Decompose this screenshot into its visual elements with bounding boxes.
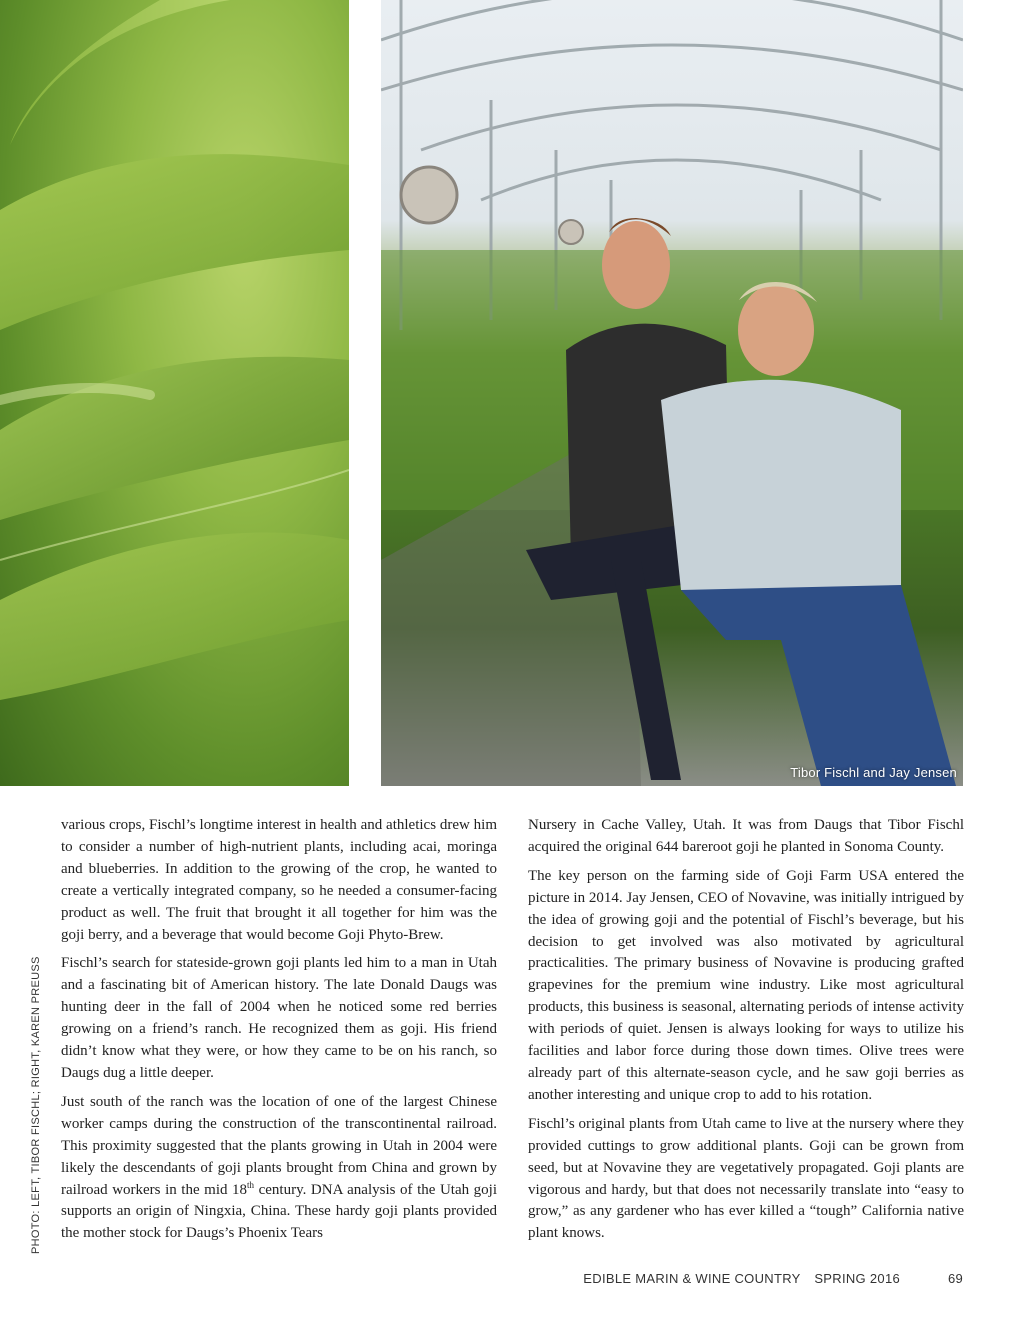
paragraph: Nursery in Cache Valley, Utah. It was from Daugs that Tibor Fischl acquired the original 644 bareroot goji he planted in Sonoma County. — [528, 817, 964, 855]
photo-caption: Tibor Fischl and Jay Jensen — [790, 765, 957, 780]
greenhouse-photo — [381, 0, 963, 786]
issue-label: SPRING 2016 — [814, 1271, 901, 1286]
leaves-illustration — [0, 0, 349, 786]
paragraph: various crops, Fischl’s longtime interest in health and athletics drew him to consider a number of high-nutrient plants, including acai, moringa and blueberries. In addition to the growing of the crop, he wanted to create a vertically integrated company, so he needed a consumer-facing product as well. The fruit that brought it all together for him was the goji berry, and a beverage that would become Goji Phyto-Brew. — [61, 817, 497, 943]
greenhouse-illustration — [381, 0, 963, 786]
paragraph: Fischl’s original plants from Utah came to live at the nursery where they provided cuttings to grow additional plants. Goji can be grown from seed, but at Novavine they are vegetatively propagated. Goji plants are vigorous and hardy, but that does not necessarily translate into “easy to grow,” as any gardener who has ever killed a “tough” California native plant knows. — [528, 1115, 964, 1242]
publication-name: EDIBLE MARIN & WINE COUNTRY — [583, 1271, 801, 1286]
leaves-photo — [0, 0, 349, 786]
paragraph: Just south of the ranch was the location of one of the largest Chinese worker camps during the construction of the transcontinental railroad. This proximity suggested that the plants growing in Utah in 2004 were likely the descendants of goji plants brought from China and grown by railroad workers in the mid 18th century. DNA analysis of the Utah goji supports an origin of Ningxia, China. These hardy goji plants provided the mother stock for Daugs’s Phoenix Tears — [61, 1093, 497, 1242]
page-footer — [583, 1271, 963, 1286]
article-column-left — [61, 815, 497, 1252]
photo-credit: PHOTO: LEFT, TIBOR FISCHL; RIGHT, KAREN PREUSS — [30, 956, 42, 1254]
paragraph: Fischl’s search for stateside-grown goji plants led him to a man in Utah and a fascinating bit of American history. The late Donald Daugs was hunting deer in the fall of 2004 when he noticed some red berries growing on a friend’s ranch. He recognized them as goji. His friend didn’t know what they were, or how they came to be on his ranch, so Daugs dug a little deeper. — [61, 955, 497, 1081]
article-column-right — [528, 815, 964, 1252]
paragraph: The key person on the farming side of Goji Farm USA entered the picture in 2014. Jay Jensen, CEO of Novavine, was initially intrigued by the idea of growing goji and the potential of Fischl’s beverage, but his decision to get involved was also motivated by agricultural practicalities. The primary business of Novavine is producing grafted grapevines for the premium wine industry. Like most agricultural products, this business is seasonal, alternating periods of intense activity with periods of quiet. Jensen is always looking for ways to utilize his facilities and labor force during those down times. Olive trees were already part of this alternate-season cycle, and he saw goji berries as another interesting and unique crop to add to his rotation. — [528, 867, 964, 1103]
page-number: 69 — [947, 1271, 963, 1286]
